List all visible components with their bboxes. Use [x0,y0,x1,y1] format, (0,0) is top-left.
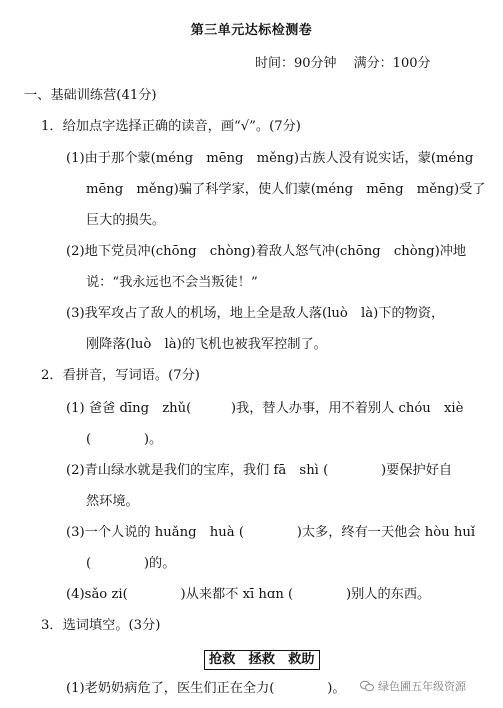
question-3-line: (1)老奶奶病危了，医生们正在全力( )。 [66,681,346,696]
question-1-line: 刚降落(luò là)的飞机也被我军控制了。 [86,337,327,352]
exam-title: 第三单元达标检测卷 [190,23,313,38]
exam-meta: 时间：90分钟 满分：100分 [255,56,431,71]
watermark [360,678,466,694]
question-2-line: ( )的。 [86,556,176,571]
question-1-line: mēng měng)骗了科学家，使人们蒙(méng mēng měng)受了 [86,182,486,197]
question-2-line: 然环境。 [86,494,139,509]
question-1-heading: 1．给加点字选择正确的读音，画“√”。(7分) [41,119,301,134]
question-2-line: (2)青山绿水就是我们的宝库，我们 fā shì ( )要保护好自 [66,463,453,478]
question-2-line: ( )。 [86,432,163,447]
question-1-line: 说：“我永远也不会当叛徒！” [86,275,258,290]
watermark-text: 绿色圃五年级资源 [378,680,466,693]
question-3-heading: 3．选词填空。(3分) [41,618,161,633]
question-2-line: (1) 爸爸 dīng zhǔ( )我，替人办事，用不着别人 chóu xiè [66,401,464,416]
section-heading: 一、基础训练营(41分) [24,88,157,103]
wechat-icon [360,680,374,692]
question-1-line: (2)地下党员冲(chōng chòng)着敌人怒气冲(chōng chòng)冲地 [66,244,467,259]
question-1-line: 巨大的损失。 [86,213,166,228]
word-choice-box: 抢救 拯救 救助 [204,650,320,670]
question-2-heading: 2．看拼音，写词语。(7分) [41,368,200,383]
question-1-line: (3)我军攻占了敌人的机场，地上全是敌人落(luò là)下的物资， [66,306,445,321]
question-2-line: (3)一个人说的 huǎng huà ( )太多，终有一天他会 hòu huǐ [66,525,476,540]
question-2-line: (4)sǎo zi( )从来都不 xī hɑn ( )别人的东西。 [66,587,431,602]
question-1-line: (1)由于那个蒙(méng mēng měng)古族人没有说实话，蒙(méng [66,151,474,166]
